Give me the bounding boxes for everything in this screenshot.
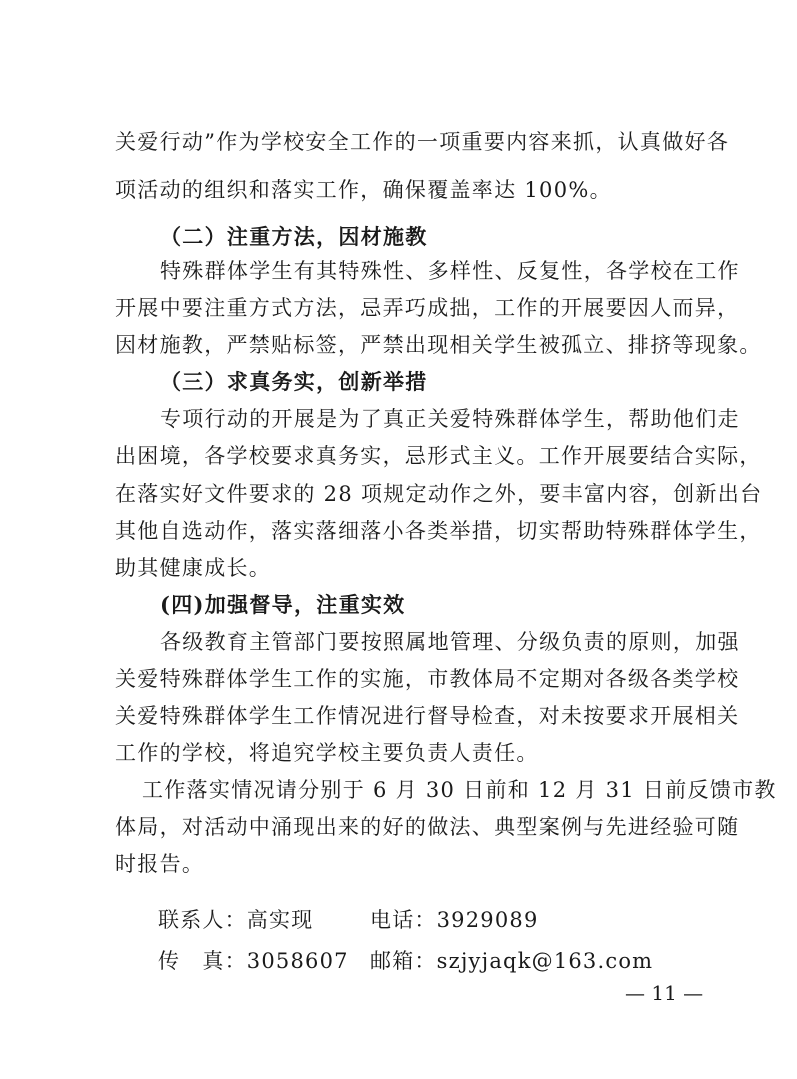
contact-row-2 bbox=[158, 946, 654, 976]
page-number: — 11 — bbox=[625, 981, 704, 1005]
paragraph-line: 专项行动的开展是为了真正关爱特殊群体学生，帮助他们走 bbox=[160, 407, 740, 431]
paragraph-line: 因材施教，严禁贴标签，严禁出现相关学生被孤立、排挤等现象。 bbox=[115, 333, 762, 357]
paragraph-line: 在落实好文件要求的 28 项规定动作之外，要丰富内容，创新出台 bbox=[115, 482, 763, 506]
paragraph-line: 关爱行动”作为学校安全工作的一项重要内容来抓，认真做好各 bbox=[115, 130, 730, 154]
section-heading: （三）求真务实，创新举措 bbox=[160, 369, 428, 394]
contact-fax: 传 真：3058607 bbox=[158, 949, 349, 973]
paragraph-line: 项活动的组织和落实工作，确保覆盖率达 100%。 bbox=[115, 178, 612, 202]
contact-row-1 bbox=[158, 905, 539, 935]
section-heading: （二）注重方法，因材施教 bbox=[160, 224, 428, 249]
contact-person: 联系人：高实现 bbox=[158, 908, 314, 932]
paragraph-line: 助其健康成长。 bbox=[115, 556, 272, 580]
paragraph-line: 关爱特殊群体学生工作情况进行督导检查，对未按要求开展相关 bbox=[115, 704, 740, 728]
paragraph-line: 工作落实情况请分别于 6 月 30 日前和 12 月 31 日前反馈市教 bbox=[142, 778, 777, 802]
paragraph-line: 开展中要注重方式方法，忌弄巧成拙，工作的开展要因人而异， bbox=[115, 296, 740, 320]
paragraph-line: 时报告。 bbox=[115, 852, 205, 876]
paragraph-line: 其他自选动作，落实落细落小各类举措，切实帮助特殊群体学生， bbox=[115, 519, 762, 543]
paragraph-line: 出困境，各学校要求真务实，忌形式主义。工作开展要结合实际， bbox=[115, 444, 762, 468]
contact-phone: 电话：3929089 bbox=[370, 908, 539, 932]
paragraph-line: 工作的学校，将追究学校主要负责人责任。 bbox=[115, 741, 539, 765]
paragraph-line: 特殊群体学生有其特殊性、多样性、反复性，各学校在工作 bbox=[160, 259, 740, 283]
contact-email: 邮箱：szjyjaqk@163.com bbox=[370, 949, 654, 973]
paragraph-line: 各级教育主管部门要按照属地管理、分级负责的原则，加强 bbox=[160, 630, 740, 654]
paragraph-line: 体局，对活动中涌现出来的好的做法、典型案例与先进经验可随 bbox=[115, 815, 740, 839]
paragraph-line: 关爱特殊群体学生工作的实施，市教体局不定期对各级各类学校 bbox=[115, 667, 740, 691]
section-heading: (四)加强督导，注重实效 bbox=[160, 592, 406, 617]
